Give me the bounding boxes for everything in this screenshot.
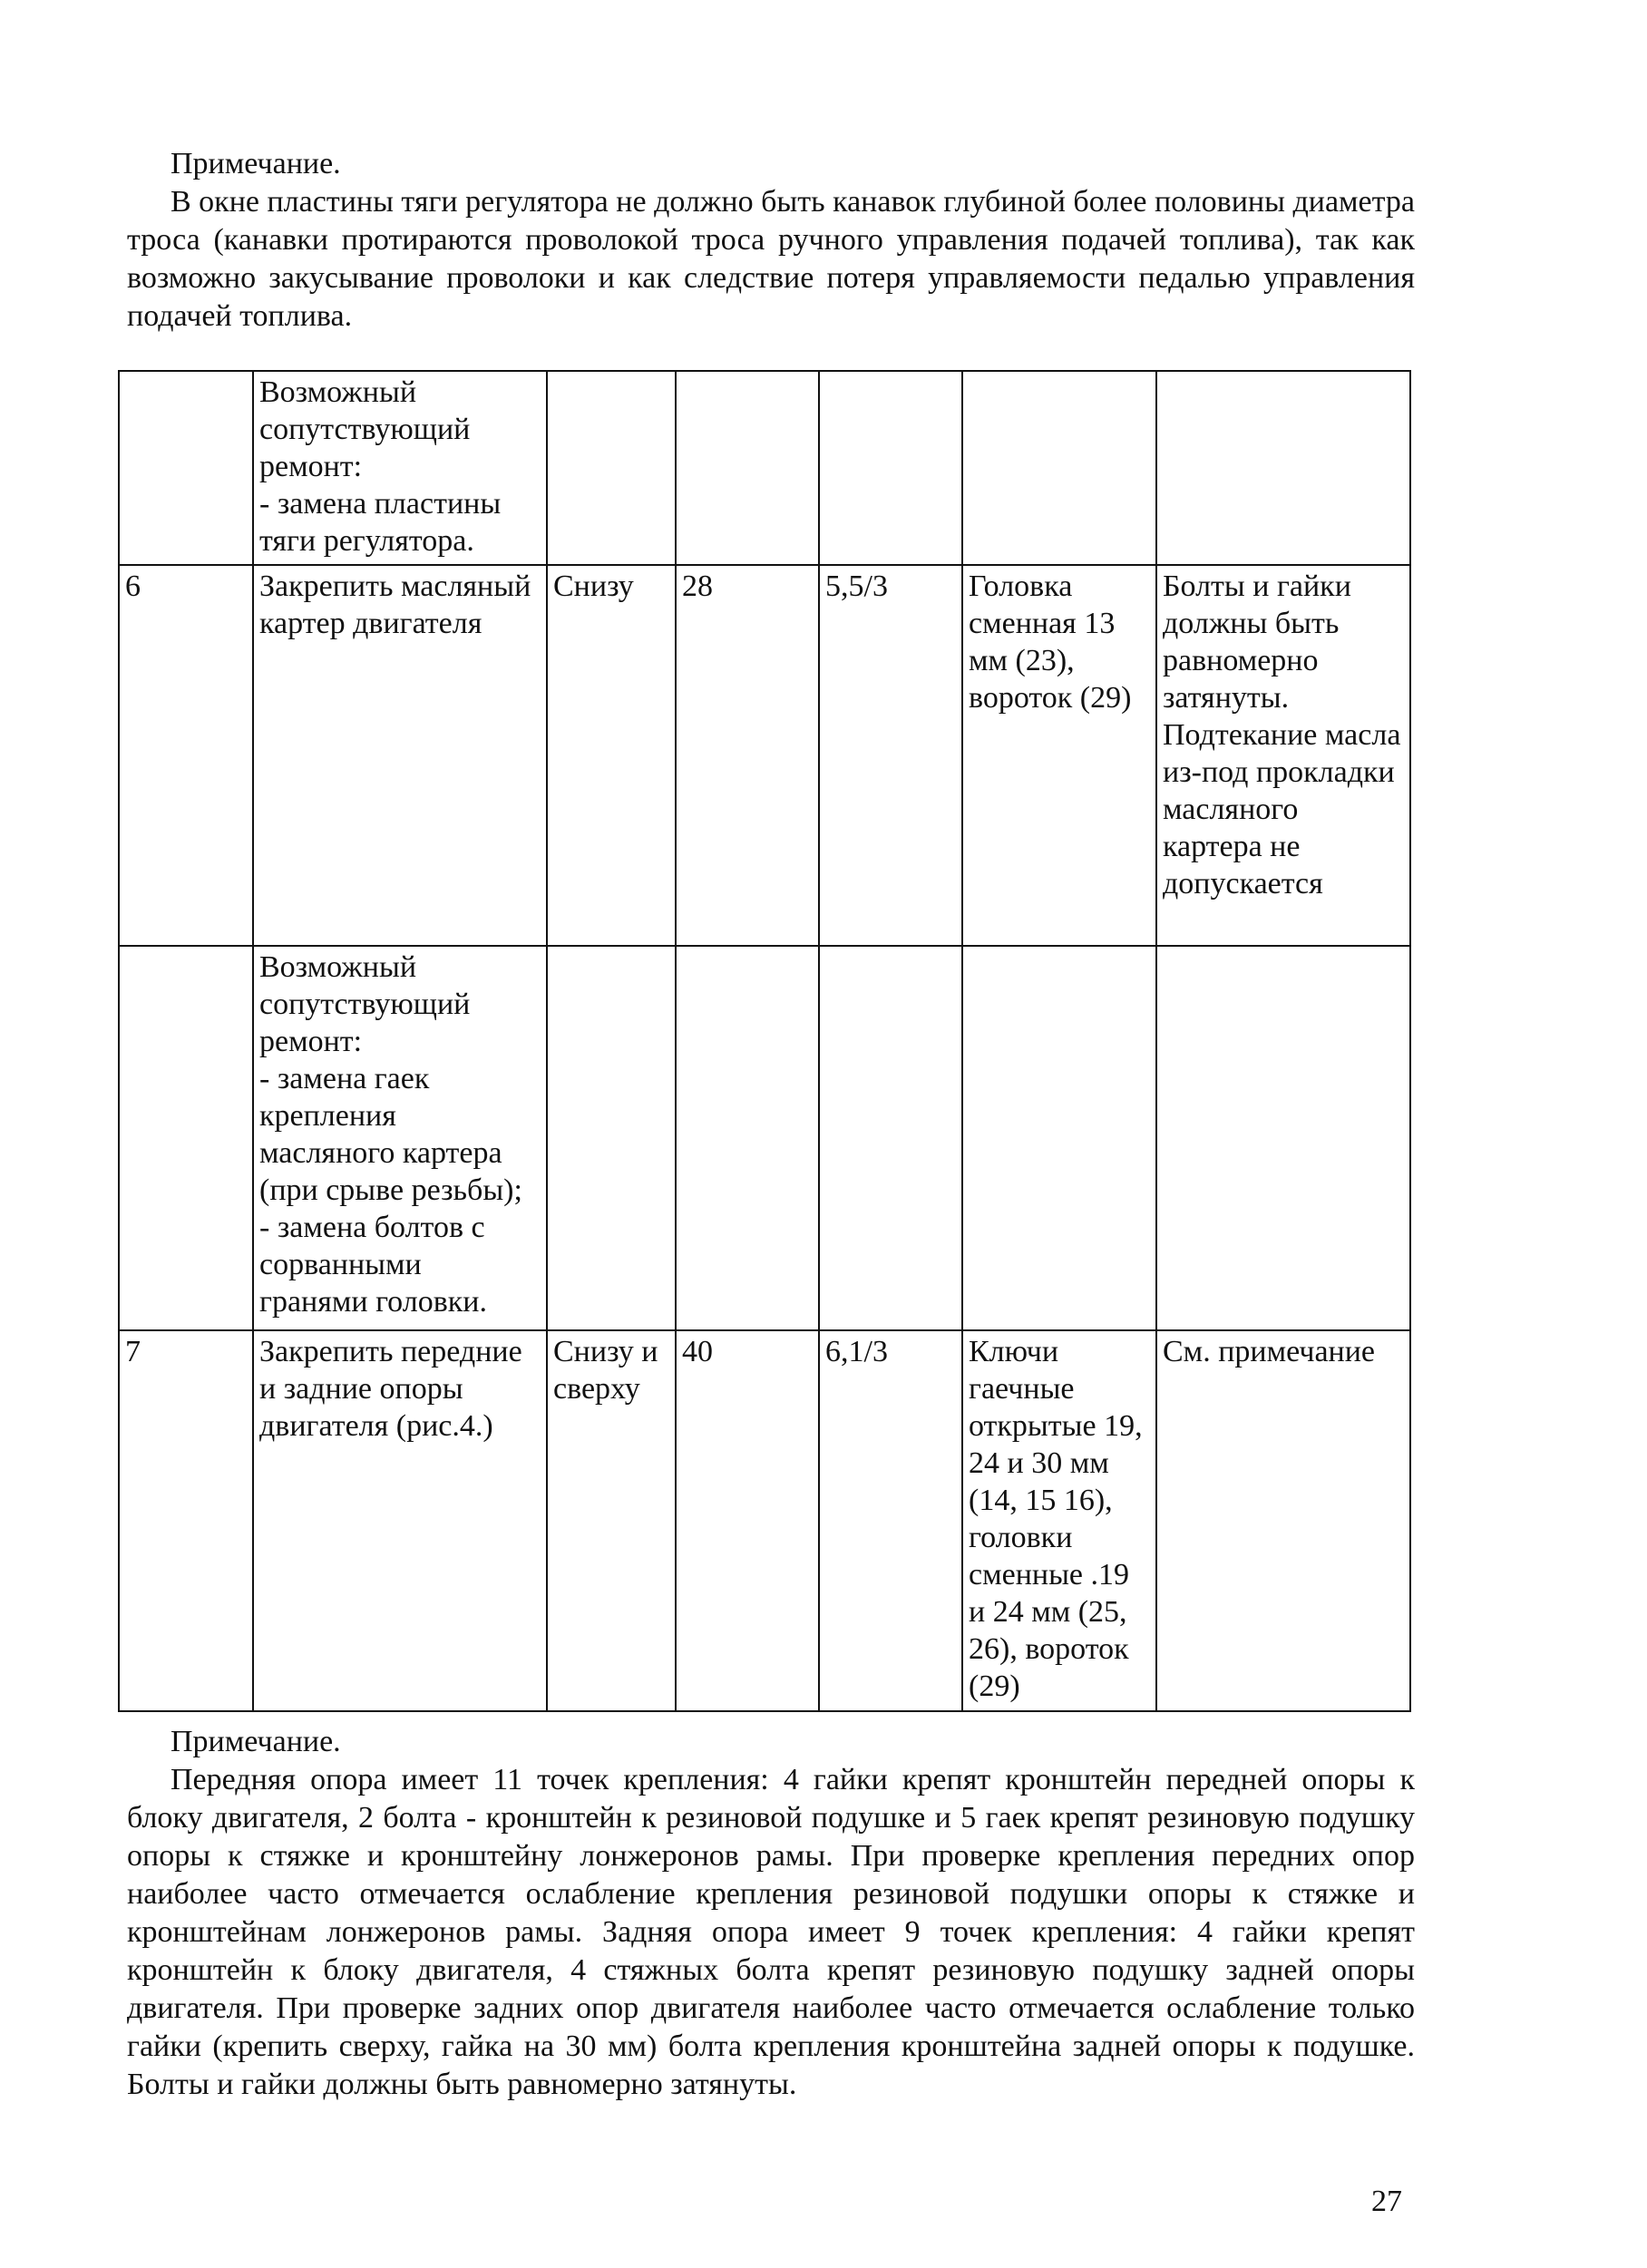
operation-count: 28 [676, 565, 819, 946]
repair-line: ремонт: [259, 450, 363, 483]
operation-requirements: См. примечание [1156, 1330, 1410, 1711]
table-cell [676, 946, 819, 1330]
repair-line: - замена пластины [259, 487, 502, 521]
table-cell [547, 371, 676, 565]
operation-access: Снизу [547, 565, 676, 946]
top-note-title: Примечание. [171, 147, 341, 180]
operation-description: Закрепить масляный картер двигателя [253, 565, 547, 946]
operation-requirements: Болты и гайки должны быть равномерно затянуты. Подтекание масла из-под прокладки масляного картера не допускается [1156, 565, 1410, 946]
table-cell [547, 946, 676, 1330]
top-note [127, 145, 1415, 336]
repair-line: тяги регулятора. [259, 524, 474, 558]
operation-count: 40 [676, 1330, 819, 1711]
repair-line: сопутствующий [259, 413, 471, 446]
bottom-note-text: Передняя опора имеет 11 точек крепления: 4 гайки крепят кронштейн передней опоры к блоку двигателя, 2 болта - кронштейн к резиновой подушке и 5 гаек крепят резиновую подушку опоры к стяжке и кронштейну лонжеронов рамы. При проверке крепления передних опор наиболее часто отмечается ослабление крепления резиновой подушки опоры к стяжке и кронштейнам лонжеронов рамы. Задняя опора имеет 9 точек крепления: 4 гайки крепят кронштейн к блоку двигателя, 4 стяжных болта крепят резиновую подушку задней опоры двигателя. При проверке задних опор двигателя наиболее часто отмечается ослабление только гайки (крепить сверху, гайка на 30 мм) болта крепления кронштейна задней опоры к подушке. Болты и гайки должны быть равномерно затянуты. [127, 1763, 1415, 2101]
operation-access: Снизу и сверху [547, 1330, 676, 1711]
operation-number: 7 [119, 1330, 253, 1711]
table-cell [1156, 946, 1410, 1330]
operation-time: 5,5/3 [819, 565, 962, 946]
table-row-repair-1 [119, 371, 1410, 565]
table-cell [1156, 371, 1410, 565]
top-note-text: В окне пластины тяги регулятора не должно быть канавок глубиной более половины диаметра троса (канавки протираются проволокой троса ручного управления подачей топлива), так как возможно закусывание проволоки и как следствие потеря управляемости педалью управления подачей топлива. [127, 185, 1415, 333]
operation-number: 6 [119, 565, 253, 946]
repair-line: - замена болтов с [259, 1211, 485, 1244]
maintenance-table [118, 370, 1411, 1712]
operation-time: 6,1/3 [819, 1330, 962, 1711]
repair-line: ремонт: [259, 1025, 363, 1058]
table-cell [119, 946, 253, 1330]
table-row-operation-6 [119, 565, 1410, 946]
operation-description: Закрепить передние и задние опоры двигателя (рис.4.) [253, 1330, 547, 1711]
table-row-repair-2 [119, 946, 1410, 1330]
table-cell [819, 371, 962, 565]
repair-line: сопутствующий [259, 988, 471, 1021]
repair-line: (при срыве резьбы); [259, 1173, 522, 1207]
table-cell [676, 371, 819, 565]
repair-line: гранями головки. [259, 1285, 487, 1319]
bottom-note-title: Примечание. [171, 1725, 341, 1758]
operation-tools: Ключи гаечные открытые 19, 24 и 30 мм (14, 15 16), головки сменные .19 и 24 мм (25, 26), вороток (29) [962, 1330, 1156, 1711]
repair-line: сорванными [259, 1248, 422, 1281]
table-cell [962, 371, 1156, 565]
table-cell [119, 371, 253, 565]
page-number: 27 [1371, 2185, 1402, 2218]
table-row-operation-7 [119, 1330, 1410, 1711]
repair-line: Возможный [259, 375, 417, 409]
repair-line: масляного картера [259, 1136, 502, 1170]
bottom-note [127, 1723, 1415, 2104]
table-cell [962, 946, 1156, 1330]
repair-cell [253, 946, 547, 1330]
repair-line: крепления [259, 1099, 396, 1133]
repair-cell [253, 371, 547, 565]
table-cell [819, 946, 962, 1330]
repair-line: - замена гаек [259, 1062, 430, 1095]
operation-tools: Головка сменная 13 мм (23), вороток (29) [962, 565, 1156, 946]
repair-line: Возможный [259, 950, 417, 984]
